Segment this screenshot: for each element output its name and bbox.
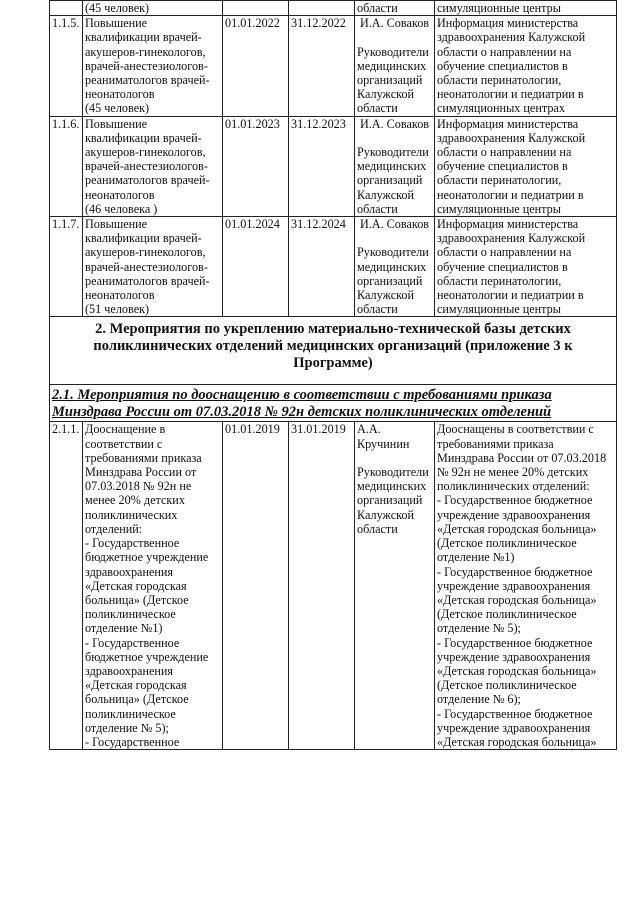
table-row — [50, 16, 617, 116]
row-end-date — [289, 1, 355, 16]
row-end-date: 31.12.2024 — [289, 217, 355, 317]
row-end-date: 31.12.2022 — [289, 16, 355, 116]
row-name: Повышение квалификации врачей- акушеров-гинекологов, врачей-анестезиологов- реаниматологов врачей- неонатологов (51 человек) — [83, 217, 223, 317]
section-2-title: 2. Мероприятия по укреплению материально-технической базы детских поликлинических отделений медицинских организаций (приложение 3 к Программе) — [50, 317, 617, 385]
subsection-2-1-title: 2.1. Мероприятия по дооснащению в соответствии с требованиями приказа Минздрава России от 07.03.2018 № 92н детских поликлинических отделений — [50, 385, 617, 422]
subsection-heading-row — [50, 385, 617, 422]
row-result: Дооснащены в соответствии с требованиями приказа Минздрава России от 07.03.2018 № 92н не менее 20% детских поликлинических отделений: - Государственное бюджетное учреждение здравоохранения «Детская городская больница» (Детское поликлиническое отделение №1) - Государственное бюджетное учреждение здравоохранения «Детская городская больница» (Детское поликлиническое отделение № 5); - Государственное бюджетное учреждение здравоохранения «Детская городская больница» (Детское поликлиническое отделение № 6); - Государственное бюджетное учреждение здравоохранения «Детская городская больница» — [435, 422, 617, 750]
responsible-org: Руководители медицинских организаций Калужской области — [357, 145, 429, 216]
row-responsible — [355, 217, 435, 317]
row-number: 1.1.7. — [50, 217, 83, 317]
section-heading-row — [50, 317, 617, 385]
row-responsible — [355, 1, 435, 16]
responsible-org: области — [357, 1, 398, 15]
row-name: Повышение квалификации врачей- акушеров-гинекологов, врачей-анестезиологов- реаниматологов врачей- неонатологов (45 человек) — [83, 16, 223, 116]
measures-table — [49, 0, 617, 750]
row-start-date: 01.01.2019 — [223, 422, 289, 750]
row-result: Информация министерства здравоохранения Калужской области о направлении на обучение специалистов в области перинатологии, неонатологии и педиатрии в симуляционных центрах — [435, 16, 617, 116]
row-responsible — [355, 16, 435, 116]
responsible-org: Руководители медицинских организаций Калужской области — [357, 44, 429, 116]
row-result: симуляционные центры — [435, 1, 617, 16]
document-page — [49, 0, 616, 750]
row-number — [50, 1, 83, 16]
responsible-name: И.А. Соваков — [359, 16, 430, 31]
responsible-org: Руководители медицинских организаций Калужской области — [357, 245, 429, 317]
row-start-date: 01.01.2022 — [223, 16, 289, 116]
responsible-name: А.А. Кручинин — [357, 422, 410, 451]
row-name: Дооснащение в соответствии с требованиями приказа Минздрава России от 07.03.2018 № 92н не менее 20% детских поликлинических отделений: - Государственное бюджетное учреждение здравоохранения «Детская городская больница» (Детское поликлиническое отделение №1) - Государственное бюджетное учреждение здравоохранения «Детская городская больница» (Детское поликлиническое отделение № 5); - Государственное — [83, 422, 223, 750]
table-row — [50, 1, 617, 16]
table-row — [50, 217, 617, 317]
responsible-name: И.А. Соваков — [359, 116, 430, 131]
row-start-date: 01.01.2024 — [223, 217, 289, 317]
row-responsible — [355, 116, 435, 216]
row-name: Повышение квалификации врачей- акушеров-гинекологов, врачей-анестезиологов- реаниматологов врачей- неонатологов (46 человека ) — [83, 116, 223, 216]
row-result: Информация министерства здравоохранения Калужской области о направлении на обучение специалистов в области перинатологии, неонатологии и педиатрии в симуляционные центры — [435, 116, 617, 216]
row-number: 1.1.5. — [50, 16, 83, 116]
row-number: 1.1.6. — [50, 116, 83, 216]
table-row — [50, 116, 617, 216]
row-responsible — [355, 422, 435, 750]
row-end-date: 31.12.2023 — [289, 116, 355, 216]
responsible-org: Руководители медицинских организаций Калужской области — [357, 465, 429, 536]
row-start-date — [223, 1, 289, 16]
responsible-name: И.А. Соваков — [359, 217, 430, 232]
row-end-date: 31.01.2019 — [289, 422, 355, 750]
row-start-date: 01.01.2023 — [223, 116, 289, 216]
row-number: 2.1.1. — [50, 422, 83, 750]
row-result: Информация министерства здравоохранения Калужской области о направлении на обучение специалистов в области перинатологии, неонатологии и педиатрии в симуляционные центры — [435, 217, 617, 317]
row-name: (45 человек) — [83, 1, 223, 16]
table-row — [50, 422, 617, 750]
